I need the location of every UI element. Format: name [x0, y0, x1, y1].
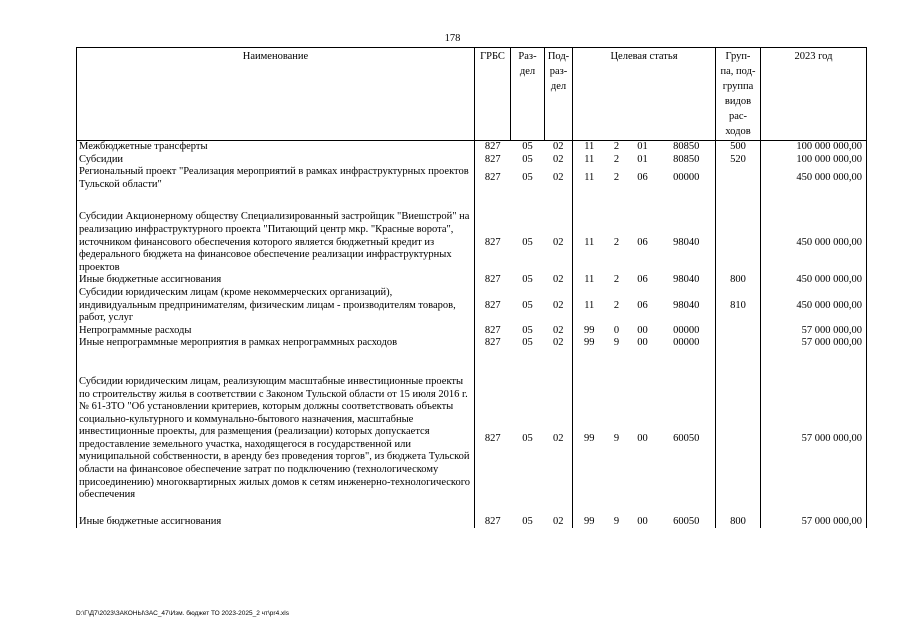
spacer-cell — [77, 502, 475, 516]
target-event-cell: 00 — [637, 324, 648, 336]
header-target: Целевая статья — [573, 48, 716, 141]
target-direction-cell: 00000 — [673, 172, 700, 184]
header-razdel: Раз- дел — [511, 48, 545, 141]
spacer-cell — [606, 191, 628, 201]
podrazdel-cell: 02 — [553, 153, 564, 165]
target-subprogram-cell: 2 — [613, 141, 620, 152]
row-name-cell: Региональный проект "Реализация мероприятий в рамках инфраструктурных проектов Тульской области" — [77, 166, 475, 191]
target-event-cell: 06 — [637, 274, 648, 286]
file-path-footer: D:\Г\Д7\2023\ЗАКОНЫ\ЗАС_47\Изм. бюджет ТО 2023-2025_2 чт\pr4.xls — [76, 610, 289, 617]
amount-cell: 100 000 000,00 — [761, 154, 867, 167]
row-name-cell: Иные бюджетные ассигнования — [77, 516, 475, 529]
target-event-cell: 00 — [637, 515, 648, 527]
expense-group-cell: 810 — [716, 287, 761, 325]
spacer-cell — [573, 201, 606, 211]
grbs-cell: 827 — [475, 154, 511, 167]
target-program-cell: 99 — [573, 516, 606, 529]
podrazdel-cell: 02 — [553, 172, 564, 184]
spacer-cell — [658, 191, 716, 201]
target-program-cell: 11 — [573, 274, 606, 287]
amount-cell: 100 000 000,00 — [761, 141, 867, 154]
target-program-cell: 11 — [573, 154, 606, 167]
table-row — [77, 166, 867, 191]
target-event-cell: 00 — [637, 337, 648, 349]
target-subprogram-cell: 2 — [613, 172, 620, 184]
spacer-cell — [658, 350, 716, 376]
amount-cell: 450 000 000,00 — [761, 211, 867, 274]
spacer-cell — [606, 201, 628, 211]
target-program-cell: 99 — [573, 337, 606, 350]
spacer-cell — [761, 201, 867, 211]
amount-cell: 57 000 000,00 — [761, 516, 867, 529]
target-program-cell: 11 — [573, 211, 606, 274]
target-program-cell: 11 — [573, 287, 606, 325]
grbs-cell: 827 — [475, 376, 511, 502]
spacer-cell — [475, 191, 511, 201]
spacer-cell — [77, 350, 475, 376]
target-direction-cell: 00000 — [673, 337, 700, 349]
target-event-cell: 00 — [637, 432, 648, 444]
table-row — [77, 274, 867, 287]
razdel-cell: 05 — [522, 274, 533, 286]
row-name-cell: Непрограммные расходы — [77, 325, 475, 338]
target-subprogram-cell: 9 — [613, 515, 620, 527]
grbs-cell: 827 — [475, 141, 511, 154]
spacer-cell — [716, 191, 761, 201]
row-name-cell: Субсидии — [77, 154, 475, 167]
header-podrazdel: Под- раз- дел — [545, 48, 573, 141]
table-row — [77, 337, 867, 350]
razdel-cell: 05 — [522, 432, 533, 444]
table-row — [77, 211, 867, 274]
spacer-cell — [761, 191, 867, 201]
target-subprogram-cell: 2 — [613, 236, 620, 248]
target-direction-cell: 98040 — [673, 299, 700, 311]
spacer-row — [77, 191, 867, 201]
expense-group-cell: 800 — [716, 274, 761, 287]
target-event-cell: 06 — [637, 299, 648, 311]
grbs-cell: 827 — [475, 287, 511, 325]
spacer-cell — [606, 502, 628, 516]
target-subprogram-cell: 2 — [613, 153, 620, 165]
target-subprogram-cell: 0 — [613, 324, 620, 336]
expense-group-cell — [716, 337, 761, 350]
podrazdel-cell: 02 — [553, 274, 564, 286]
spacer-cell — [573, 191, 606, 201]
row-name-cell: Субсидии юридическим лицам (кроме некоммерческих организаций), индивидуальным предпринимателям, физическим лицам - производителям товаров, работ, услуг — [77, 287, 475, 325]
target-event-cell: 01 — [637, 153, 648, 165]
expense-group-cell: 500 — [716, 141, 761, 154]
target-program-cell: 99 — [573, 325, 606, 338]
expense-group-cell — [716, 166, 761, 191]
spacer-cell — [716, 502, 761, 516]
podrazdel-cell: 02 — [553, 141, 564, 152]
expense-group-cell: 520 — [716, 154, 761, 167]
spacer-cell — [628, 191, 658, 201]
spacer-cell — [475, 502, 511, 516]
target-direction-cell: 80850 — [673, 153, 700, 165]
razdel-cell: 05 — [522, 141, 533, 152]
spacer-cell — [761, 350, 867, 376]
spacer-cell — [511, 201, 545, 211]
razdel-cell: 05 — [522, 337, 533, 349]
row-name-cell: Межбюджетные трансферты — [77, 141, 475, 154]
podrazdel-cell: 02 — [553, 432, 564, 444]
header-name: Наименование — [77, 48, 475, 141]
podrazdel-cell: 02 — [553, 236, 564, 248]
grbs-cell: 827 — [475, 166, 511, 191]
expense-group-cell — [716, 211, 761, 274]
page-number: 178 — [444, 33, 461, 44]
amount-cell: 450 000 000,00 — [761, 274, 867, 287]
expense-group-cell — [716, 325, 761, 338]
target-subprogram-cell: 2 — [613, 299, 620, 311]
target-subprogram-cell: 2 — [613, 274, 620, 286]
razdel-cell: 05 — [522, 299, 533, 311]
spacer-cell — [628, 502, 658, 516]
target-direction-cell: 98040 — [673, 236, 700, 248]
spacer-cell — [658, 502, 716, 516]
grbs-cell: 827 — [475, 337, 511, 350]
spacer-cell — [545, 201, 573, 211]
target-direction-cell: 98040 — [673, 274, 700, 286]
expense-group-cell — [716, 376, 761, 502]
grbs-cell: 827 — [475, 325, 511, 338]
razdel-cell: 05 — [522, 172, 533, 184]
expense-group-cell: 800 — [716, 516, 761, 529]
header-grbs: ГРБС — [475, 48, 511, 141]
razdel-cell: 05 — [522, 324, 533, 336]
podrazdel-cell: 02 — [553, 515, 564, 527]
grbs-cell: 827 — [475, 274, 511, 287]
target-direction-cell: 60050 — [673, 432, 700, 444]
target-program-cell: 11 — [573, 166, 606, 191]
amount-cell: 57 000 000,00 — [761, 376, 867, 502]
budget-table — [76, 47, 867, 528]
podrazdel-cell: 02 — [553, 299, 564, 311]
row-name-cell: Иные непрограммные мероприятия в рамках непрограммных расходов — [77, 337, 475, 350]
target-event-cell: 06 — [637, 236, 648, 248]
spacer-cell — [573, 502, 606, 516]
amount-cell: 450 000 000,00 — [761, 287, 867, 325]
spacer-row — [77, 350, 867, 376]
table-row — [77, 325, 867, 338]
podrazdel-cell: 02 — [553, 324, 564, 336]
spacer-cell — [545, 350, 573, 376]
grbs-cell: 827 — [475, 211, 511, 274]
spacer-cell — [658, 201, 716, 211]
target-subprogram-cell: 9 — [613, 337, 620, 349]
table-header-row — [77, 48, 867, 141]
header-group: Груп- па, под- группа видов рас- ходов — [716, 48, 761, 141]
header-year: 2023 год — [761, 48, 867, 141]
spacer-row — [77, 502, 867, 516]
spacer-cell — [628, 201, 658, 211]
spacer-row — [77, 201, 867, 211]
table-row — [77, 154, 867, 167]
target-direction-cell: 60050 — [673, 515, 700, 527]
amount-cell: 450 000 000,00 — [761, 166, 867, 191]
target-event-cell: 06 — [637, 172, 648, 184]
amount-cell: 57 000 000,00 — [761, 337, 867, 350]
target-program-cell: 99 — [573, 376, 606, 502]
row-name-cell: Иные бюджетные ассигнования — [77, 274, 475, 287]
table-row — [77, 516, 867, 529]
target-direction-cell: 80850 — [673, 141, 700, 152]
spacer-cell — [511, 191, 545, 201]
spacer-cell — [511, 502, 545, 516]
table-row — [77, 141, 867, 154]
row-name-cell: Субсидии юридическим лицам, реализующим масштабные инвестиционные проекты по строительству жилья в соответствии с Законом Тульской области от 15 июля 2016 г. № 61-ЗТО "Об установлении критериев, которым должны соответствовать объекты социально-культурного и коммунально-бытового назначения, масштабные инвестиционные проекты, для размещения (реализации) которых допускается предоставление земельного участка, находящегося в государственной или муниципальной собственности, в аренду без проведения торгов", из бюджета Тульской области на финансовое обеспечение затрат по подключению (технологическому присоединению) многоквартирных жилых домов к сетям инженерно-технологического обеспечения — [77, 376, 475, 502]
spacer-cell — [511, 350, 545, 376]
target-program-cell: 11 — [573, 141, 606, 154]
razdel-cell: 05 — [522, 515, 533, 527]
podrazdel-cell: 02 — [553, 337, 564, 349]
target-direction-cell: 00000 — [673, 324, 700, 336]
table-row — [77, 287, 867, 325]
row-name-cell: Субсидии Акционерному обществу Специализированный застройщик "Виешстрой" на реализацию инфраструктурного проекта "Питающий центр мкр. "Красные ворота", источником финансового обеспечения которого является бюджетный кредит из федерального бюджета на финансовое обеспечение реализации инфраструктурных проектов — [77, 211, 475, 274]
spacer-cell — [716, 350, 761, 376]
spacer-cell — [545, 191, 573, 201]
target-event-cell: 01 — [637, 141, 648, 152]
spacer-cell — [475, 350, 511, 376]
spacer-cell — [573, 350, 606, 376]
spacer-cell — [545, 502, 573, 516]
spacer-cell — [761, 502, 867, 516]
spacer-cell — [77, 191, 475, 201]
spacer-cell — [606, 350, 628, 376]
razdel-cell: 05 — [522, 236, 533, 248]
spacer-cell — [628, 350, 658, 376]
spacer-cell — [77, 201, 475, 211]
razdel-cell: 05 — [522, 153, 533, 165]
spacer-cell — [475, 201, 511, 211]
target-subprogram-cell: 9 — [613, 432, 620, 444]
amount-cell: 57 000 000,00 — [761, 325, 867, 338]
table-row — [77, 376, 867, 502]
grbs-cell: 827 — [475, 516, 511, 529]
spacer-cell — [716, 201, 761, 211]
